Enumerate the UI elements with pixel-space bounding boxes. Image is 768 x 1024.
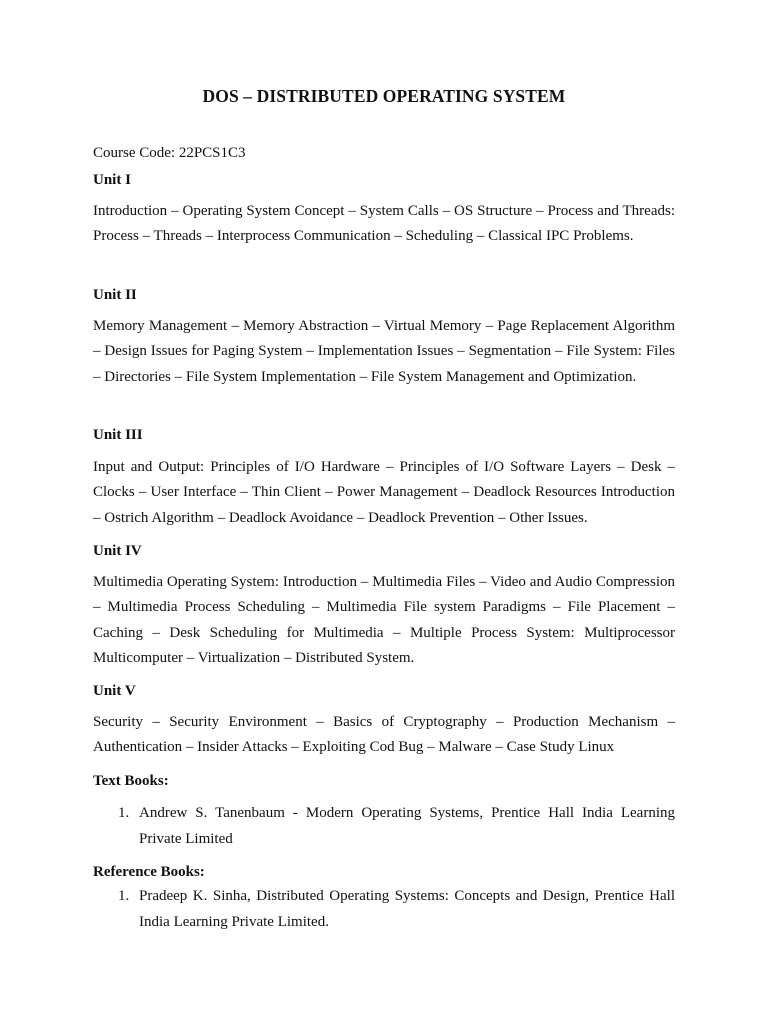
list-item-number: 1.	[118, 888, 130, 904]
unit-description: Introduction – Operating System Concept – System Calls – OS Structure – Process and Threads: Process – Threads – Interprocess Communication – Scheduling – Classical IPC Problems.	[93, 203, 675, 245]
text-books-heading: Text Books:	[93, 773, 169, 789]
reference-books-list	[93, 884, 675, 936]
course-code: Course Code: 22PCS1C3	[93, 145, 246, 161]
unit-description: Security – Security Environment – Basics of Cryptography – Production Mechanism – Authentication – Insider Attacks – Exploiting Cod Bug – Malware – Case Study Linux	[93, 714, 675, 756]
list-item-text: Andrew S. Tanenbaum - Modern Operating Systems, Prentice Hall India Learning Private Limited	[139, 805, 675, 847]
list-item-number: 1.	[118, 805, 130, 821]
unit-description: Memory Management – Memory Abstraction – Virtual Memory – Page Replacement Algorithm – Design Issues for Paging System – Implementation Issues – Segmentation – File System: Files – Directories – File System Implementation – File System Management and Optimization.	[93, 318, 675, 385]
unit-heading: Unit III	[93, 427, 143, 443]
unit-heading: Unit V	[93, 683, 136, 699]
unit-description: Input and Output: Principles of I/O Hardware – Principles of I/O Software Layers – Desk – Clocks – User Interface – Thin Client – Power Management – Deadlock Resources Introduction – Ostrich Algorithm – Deadlock Avoidance – Deadlock Prevention – Other Issues.	[93, 459, 675, 526]
unit-heading: Unit II	[93, 287, 137, 303]
text-books-list	[93, 801, 675, 853]
unit-description: Multimedia Operating System: Introduction – Multimedia Files – Video and Audio Compression – Multimedia Process Scheduling – Multimedia File system Paradigms – File Placement – Caching – Desk Scheduling for Multimedia – Multiple Process System: Multiprocessor Multicomputer – Virtualization – Distributed System.	[93, 574, 675, 666]
unit-heading: Unit IV	[93, 543, 142, 559]
list-item	[93, 884, 675, 936]
reference-books-heading: Reference Books:	[93, 864, 205, 880]
unit-heading: Unit I	[93, 172, 131, 188]
list-item	[93, 801, 675, 853]
document-title: DOS – DISTRIBUTED OPERATING SYSTEM	[202, 86, 566, 106]
list-item-text: Pradeep K. Sinha, Distributed Operating Systems: Concepts and Design, Prentice Hall India Learning Private Limited.	[139, 888, 675, 930]
